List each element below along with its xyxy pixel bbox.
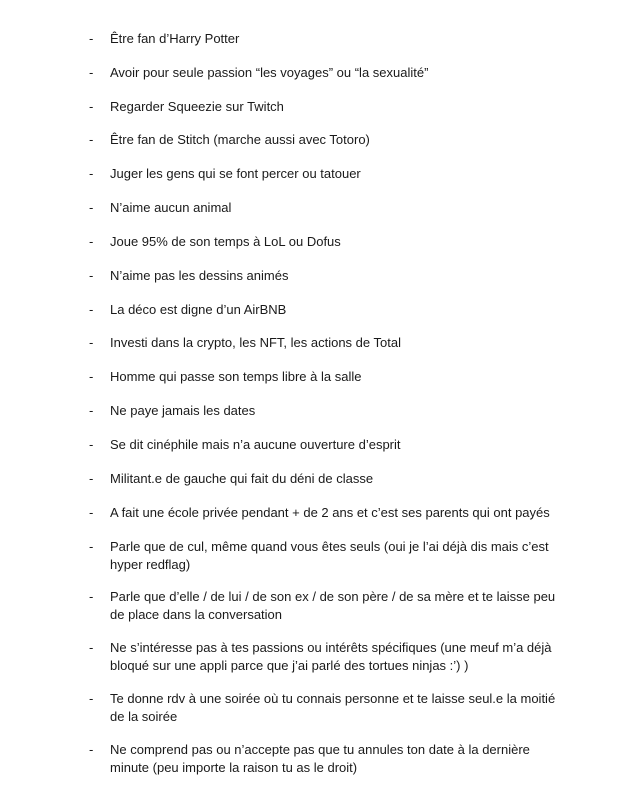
list-bullet: - bbox=[89, 166, 94, 181]
list-bullet: - bbox=[89, 31, 94, 46]
list-item-text: N’aime pas les dessins animés bbox=[110, 268, 289, 283]
list-item-text: Ne paye jamais les dates bbox=[110, 403, 256, 418]
list-item-text: N’aime aucun animal bbox=[110, 200, 232, 215]
list-item-text: Joue 95% de son temps à LoL ou Dofus bbox=[110, 234, 341, 249]
list-bullet: - bbox=[89, 589, 94, 604]
list-bullet: - bbox=[89, 65, 94, 80]
list-item-text: Ne s’intéresse pas à tes passions ou intérêts spécifiques (une meuf m’a déjà bloqué sur une appli parce que j’ai parlé des tortues ninjas :’) ) bbox=[110, 640, 552, 673]
list-bullet: - bbox=[89, 335, 94, 350]
list-item-text: Juger les gens qui se font percer ou tatouer bbox=[110, 166, 361, 181]
list-item-text: Parle que de cul, même quand vous êtes seuls (oui je l’ai déjà dis mais c’est hyper redflag) bbox=[110, 539, 549, 572]
list-bullet: - bbox=[89, 437, 94, 452]
list-item-text: Te donne rdv à une soirée où tu connais personne et te laisse seul.e la moitié de la soirée bbox=[110, 691, 556, 724]
list-item-text: Homme qui passe son temps libre à la salle bbox=[110, 369, 362, 384]
list-item-text: Être fan d’Harry Potter bbox=[110, 31, 240, 46]
list-bullet: - bbox=[89, 505, 94, 520]
list-item-text: Militant.e de gauche qui fait du déni de classe bbox=[110, 471, 374, 486]
list-bullet: - bbox=[89, 369, 94, 384]
list-bullet: - bbox=[89, 403, 94, 418]
list-bullet: - bbox=[89, 200, 94, 215]
list-item-text: A fait une école privée pendant + de 2 ans et c’est ses parents qui ont payés bbox=[110, 505, 550, 520]
list-bullet: - bbox=[89, 691, 94, 706]
list-item-text: Ne comprend pas ou n’accepte pas que tu annules ton date à la dernière minute (peu importe la raison tu as le droit) bbox=[110, 742, 530, 775]
list-item-text: Parle que d’elle / de lui / de son ex / de son père / de sa mère et te laisse peu de place dans la conversation bbox=[110, 589, 556, 622]
list-bullet: - bbox=[89, 132, 94, 147]
list-bullet: - bbox=[89, 268, 94, 283]
list-item-text: Avoir pour seule passion “les voyages” ou “la sexualité” bbox=[110, 65, 429, 80]
list-item-text: Regarder Squeezie sur Twitch bbox=[110, 99, 284, 114]
list-item-text: Être fan de Stitch (marche aussi avec Totoro) bbox=[110, 132, 370, 147]
list-bullet: - bbox=[89, 99, 94, 114]
list-bullet: - bbox=[89, 742, 94, 757]
list-bullet: - bbox=[89, 302, 94, 317]
list-bullet: - bbox=[89, 471, 94, 486]
list-bullet: - bbox=[89, 640, 94, 655]
list-bullet: - bbox=[89, 234, 94, 249]
list-item-text: Investi dans la crypto, les NFT, les actions de Total bbox=[110, 335, 401, 350]
list-item-text: La déco est digne d’un AirBNB bbox=[110, 302, 287, 317]
list-item-text: Se dit cinéphile mais n’a aucune ouverture d’esprit bbox=[110, 437, 401, 452]
list-bullet: - bbox=[89, 539, 94, 554]
